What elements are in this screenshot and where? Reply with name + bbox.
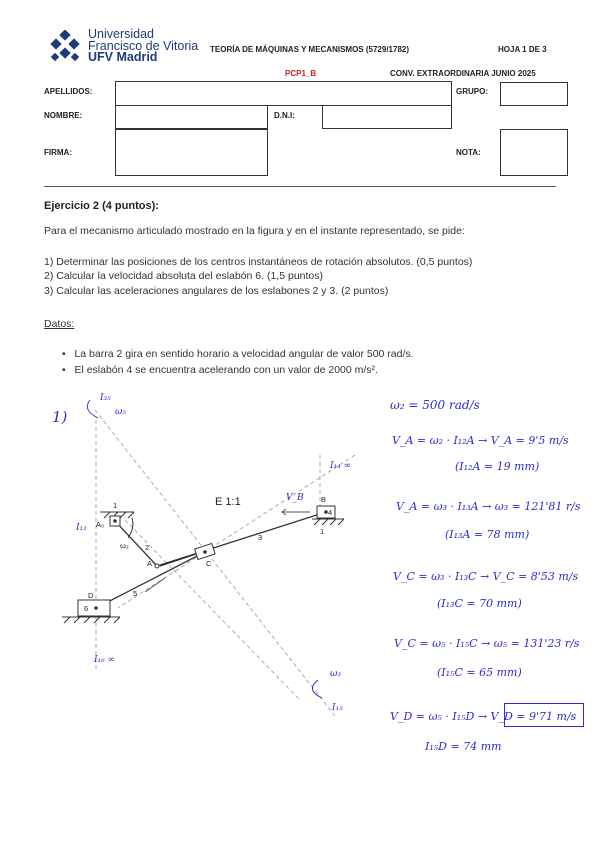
hw-i14: I₁₄ ∞	[330, 461, 352, 471]
group-field[interactable]	[500, 82, 568, 106]
label-d: D	[88, 591, 94, 600]
course-title: TEORÍA DE MÁQUINAS Y MECANISMOS (5729/1782)	[210, 45, 410, 54]
hw-line-5: (I₁₃A = 78 mm)	[445, 528, 530, 541]
hw-vb: V_B	[286, 493, 304, 503]
label-5: 5	[133, 589, 138, 598]
sheet-number: HOJA 1 DE 3	[498, 45, 547, 54]
data-bullet-2: • El eslabón 4 se encuentra acelerando con un valor de 2000 m/s².	[62, 364, 378, 376]
university-logo	[46, 30, 84, 64]
hw-i16: I₁₆ ∞	[94, 655, 116, 665]
hw-line-11: I₁₅D = 74 mm	[425, 740, 502, 753]
ufv-logo-icon	[46, 30, 84, 64]
label-4: 4	[328, 508, 333, 517]
label-1-top: 1	[113, 501, 118, 510]
label-2: 2	[145, 543, 150, 552]
hw-line-10: V_D = ω₅ · I₁₅D → V_D = 9'71 m/s	[390, 710, 577, 723]
hw-line-3: (I₁₂A = 19 mm)	[455, 460, 540, 473]
group-label: GRUPO:	[456, 87, 488, 96]
label-a0: A₀	[96, 520, 105, 529]
hw-line-2: V_A = ω₂ · I₁₂A → V_A = 9'5 m/s	[392, 434, 569, 447]
label-w2: ω₂	[120, 541, 129, 550]
hw-result-box	[504, 703, 584, 727]
ground-left	[62, 617, 120, 623]
hw-line-6: V_C = ω₃ · I₁₃C → V_C = 8'53 m/s	[393, 570, 579, 583]
label-6: 6	[84, 604, 89, 613]
hw-line-4: V_A = ω₃ · I₁₃A → ω₃ = 121'81 r/s	[396, 500, 581, 513]
exam-code: PCP1_B	[285, 69, 317, 78]
question-1: 1) Determinar las posiciones de los centros instantáneos de rotación absolutos. (0,5 puntos)	[44, 256, 473, 268]
dni-label: D.N.I:	[274, 111, 295, 120]
label-b: B	[321, 495, 327, 504]
label-a: A	[147, 559, 153, 568]
label-c: C	[206, 559, 212, 568]
data-heading: Datos:	[44, 318, 75, 330]
exercise-intro: Para el mecanismo articulado mostrado en la figura y en el instante representado, se pide:	[44, 225, 465, 237]
scale-label: E 1:1	[215, 496, 241, 508]
surname-label: APELLIDOS:	[44, 87, 93, 96]
hw-line-8: V_C = ω₅ · I₁₅C → ω₅ = 131'23 r/s	[394, 637, 580, 650]
hw-w3: ω₃	[330, 669, 341, 679]
question-2: 2) Calcular la velocidad absoluta del eslabón 6. (1,5 puntos)	[44, 270, 324, 282]
surname-field[interactable]	[115, 81, 452, 106]
label-3: 3	[258, 533, 263, 542]
signature-field[interactable]	[115, 129, 268, 176]
hw-line-7: (I₁₃C = 70 mm)	[437, 597, 522, 610]
hw-line-1: ω₂ = 500 rad/s	[390, 398, 480, 412]
separator-line	[44, 186, 556, 187]
question-3: 3) Calcular las aceleraciones angulares de los eslabones 2 y 3. (2 puntos)	[44, 285, 389, 297]
hw-i12: I₁₂	[76, 523, 87, 533]
university-name: Universidad Francisco de Vitoria UFV Madrid	[88, 27, 199, 64]
signature-label: FIRMA:	[44, 148, 72, 157]
slider-d	[78, 600, 110, 616]
grade-label: NOTA:	[456, 148, 481, 157]
joint-a	[155, 564, 159, 568]
exercise-title: Ejercicio 2 (4 puntos):	[44, 200, 159, 212]
ground-right	[312, 519, 344, 525]
hw-line-9: (I₁₅C = 65 mm)	[437, 666, 522, 679]
name-field[interactable]	[115, 105, 268, 129]
construction-lines	[95, 410, 355, 716]
hw-i15: I₁₅	[332, 703, 343, 713]
grade-field[interactable]	[500, 129, 568, 176]
hw-part-1: 1)	[52, 408, 68, 426]
exam-session: CONV. EXTRAORDINARIA JUNIO 2025	[390, 69, 536, 78]
dni-field[interactable]	[322, 105, 452, 129]
name-label: NOMBRE:	[44, 111, 83, 120]
data-bullet-1: • La barra 2 gira en sentido horario a velocidad angular de valor 500 rad/s.	[62, 348, 414, 360]
hw-w5-top: ω₅	[115, 407, 126, 417]
label-1-right: 1	[320, 527, 325, 536]
hw-i35: I₃₅	[100, 393, 111, 403]
